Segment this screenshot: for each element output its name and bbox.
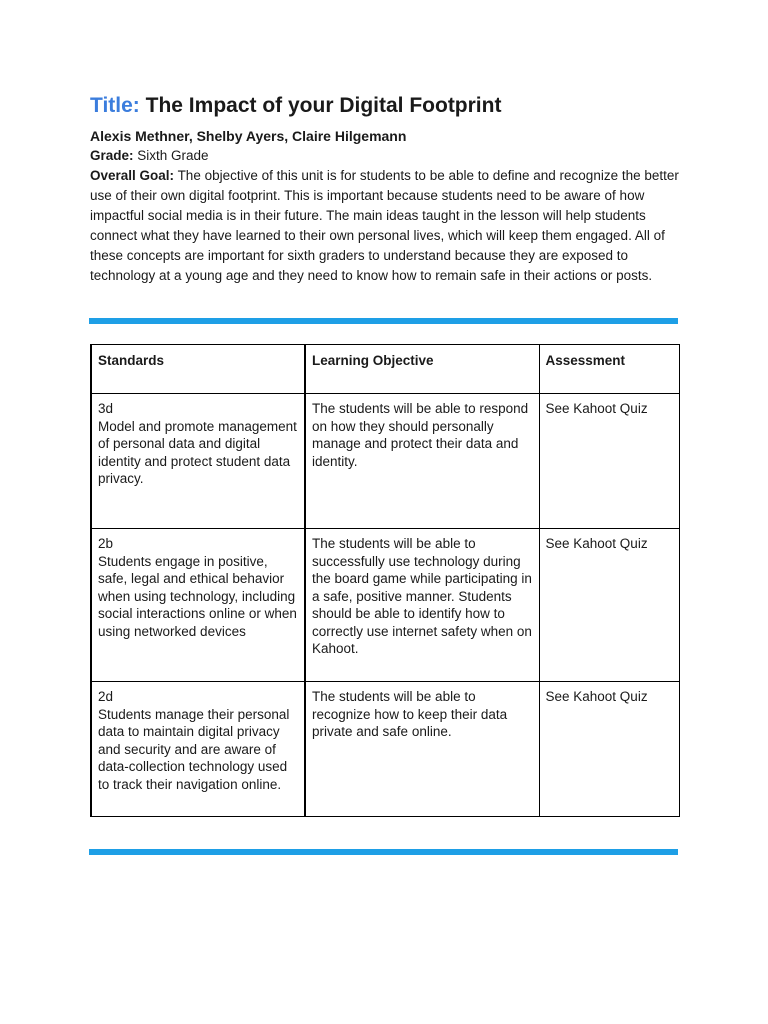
overall-goal [90, 166, 680, 286]
standard-code: 2d [98, 689, 114, 704]
objective-cell: The students will be able to respond on how they should personally manage and protect their data and identity. [305, 394, 539, 529]
grade-value: Sixth Grade [137, 148, 209, 163]
objective-cell: The students will be able to successfully use technology during the board game while participating in a safe, positive manner. Students should be able to identify how to correctly use internet safety when on Kahoot. [305, 529, 539, 682]
lesson-plan-header [90, 90, 680, 286]
table-row [91, 394, 679, 529]
standard-cell [91, 682, 305, 817]
top-divider [89, 318, 678, 324]
title-text: The Impact of your Digital Footprint [145, 94, 502, 117]
standards-table [90, 344, 680, 817]
title-label: Title: [90, 94, 140, 117]
bottom-divider [89, 849, 678, 855]
standard-text: Students manage their personal data to maintain digital privacy and security and are aware of data-collection technology used to track their navigation online. [98, 706, 290, 792]
assessment-cell: See Kahoot Quiz [539, 394, 679, 529]
table-row [91, 529, 679, 682]
header-standards: Standards [91, 345, 305, 394]
standard-cell [91, 529, 305, 682]
grade-line [90, 146, 680, 166]
page-title [90, 90, 680, 122]
grade-label: Grade: [90, 148, 134, 163]
goal-label: Overall Goal: [90, 168, 175, 183]
standard-code: 3d [98, 401, 114, 416]
standard-text: Model and promote management of personal data and digital identity and protect student data privacy. [98, 418, 297, 486]
table-row [91, 682, 679, 817]
goal-text: The objective of this unit is for students to be able to define and recognize the better use of their own digital footprint. This is important because students need to be aware of how impactful social media is in their future. The main ideas taught in the lesson will help students connect what they have learned to their own personal lives, which will keep them engaged. All of these concepts are important for sixth graders to understand because they are exposed to technology at a young age and they need to know how to remain safe in their actions or posts. [90, 168, 679, 283]
standard-cell [91, 394, 305, 529]
objective-cell: The students will be able to recognize how to keep their data private and safe online. [305, 682, 539, 817]
header-learning-objective: Learning Objective [305, 345, 539, 394]
standard-code: 2b [98, 536, 114, 551]
assessment-cell: See Kahoot Quiz [539, 529, 679, 682]
assessment-cell: See Kahoot Quiz [539, 682, 679, 817]
table-header-row [91, 345, 679, 394]
header-assessment: Assessment [539, 345, 679, 394]
standard-text: Students engage in positive, safe, legal and ethical behavior when using technology, including social interactions online or when using networked devices [98, 553, 297, 639]
authors: Alexis Methner, Shelby Ayers, Claire Hilgemann [90, 128, 407, 144]
